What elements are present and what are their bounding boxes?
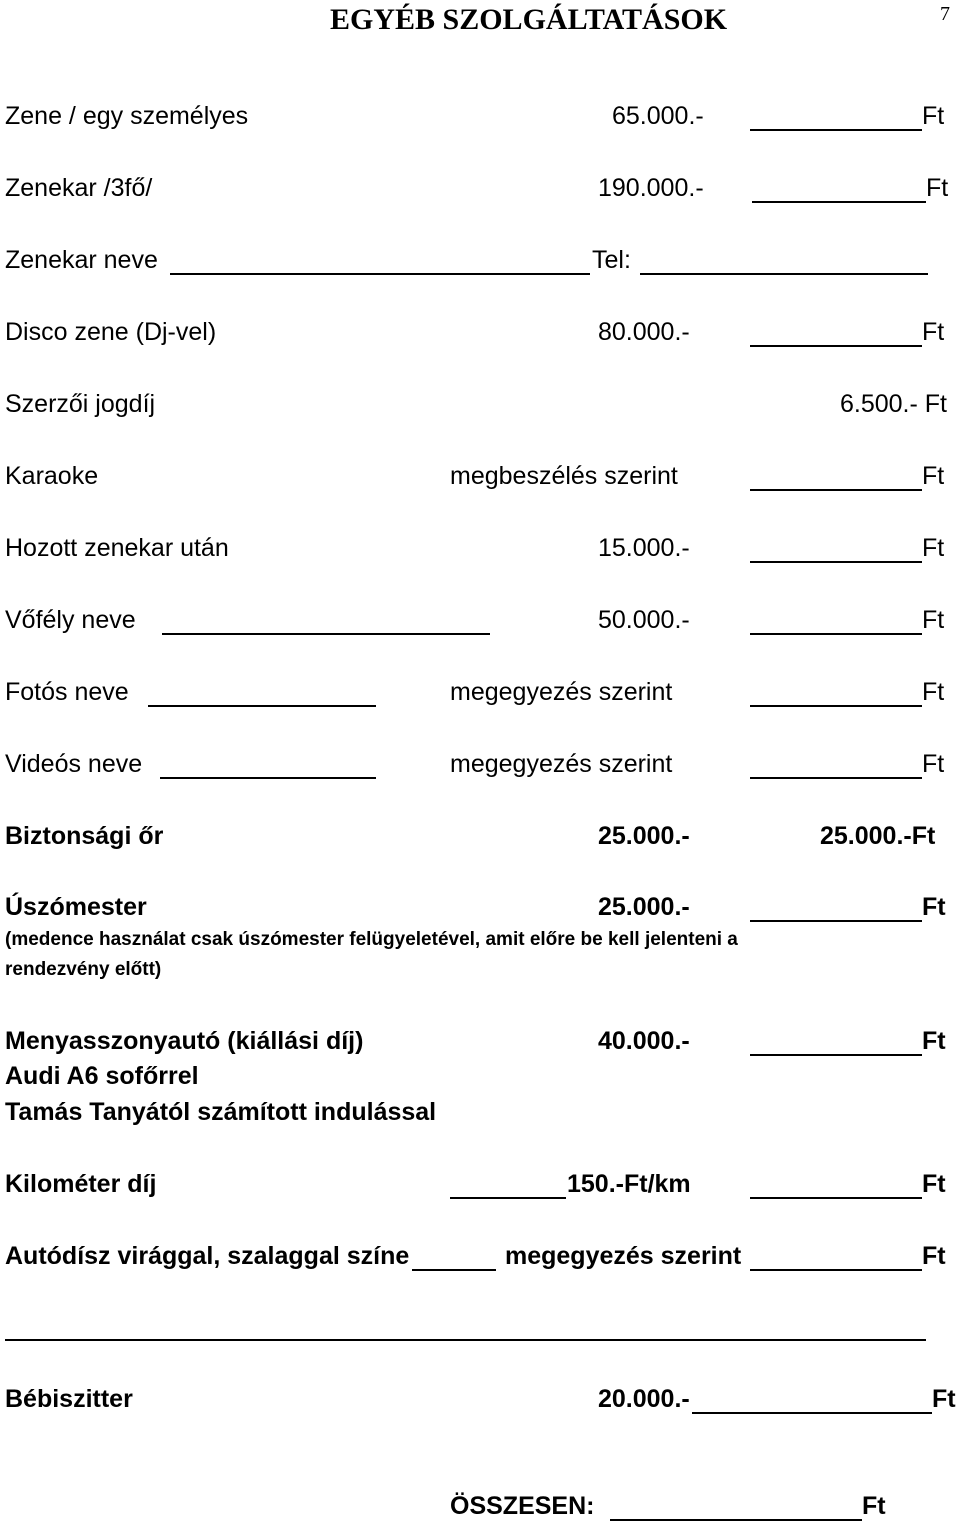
autodisz-label: Autódísz virággal, szalaggal színe [5, 1242, 410, 1270]
zenekar-amount-field[interactable] [752, 201, 926, 203]
hozott-label: Hozott zenekar után [5, 534, 229, 562]
zene-currency: Ft [922, 102, 945, 130]
kilometer-currency: Ft [922, 1170, 946, 1198]
tel-label: Tel: [592, 246, 631, 274]
autodisz-currency: Ft [922, 1242, 946, 1270]
osszesen-amount-field[interactable] [610, 1519, 862, 1521]
extra-line-field[interactable] [5, 1339, 926, 1341]
videos-price: megegyezés szerint [450, 750, 673, 778]
biztonsagi-total: 25.000.-Ft [820, 822, 936, 850]
videos-currency: Ft [922, 750, 945, 778]
biztonsagi-price: 25.000.- [598, 822, 690, 850]
osszesen-label: ÖSSZESEN: [450, 1492, 595, 1520]
vofely-price: 50.000.- [598, 606, 690, 634]
bebiszitter-currency: Ft [932, 1385, 956, 1413]
autodisz-price: megegyezés szerint [505, 1242, 742, 1270]
uszomester-note-line1: (medence használat csak úszómester felügyeletével, amit előre be kell jelenteni a [5, 929, 738, 950]
vofely-currency: Ft [922, 606, 945, 634]
uszomester-price: 25.000.- [598, 893, 690, 921]
fotos-name-field[interactable] [148, 705, 376, 707]
karaoke-amount-field[interactable] [750, 489, 922, 491]
karaoke-label: Karaoke [5, 462, 99, 490]
autodisz-amount-field[interactable] [750, 1269, 922, 1271]
menyasszony-price: 40.000.- [598, 1027, 690, 1055]
bebiszitter-price: 20.000.- [598, 1385, 690, 1413]
kilometer-price: 150.-Ft/km [567, 1170, 691, 1198]
biztonsagi-label: Biztonsági őr [5, 822, 164, 850]
page-number: 7 [940, 3, 950, 25]
vofely-amount-field[interactable] [750, 633, 922, 635]
page-title: EGYÉB SZOLGÁLTATÁSOK [330, 3, 728, 36]
tel-field[interactable] [640, 273, 928, 275]
kilometer-label: Kilométer díj [5, 1170, 157, 1198]
vofely-label: Vőfély neve [5, 606, 136, 634]
fotos-currency: Ft [922, 678, 945, 706]
fotos-label: Fotós neve [5, 678, 129, 706]
disco-currency: Ft [922, 318, 945, 346]
disco-amount-field[interactable] [750, 345, 922, 347]
hozott-price: 15.000.- [598, 534, 690, 562]
uszomester-label: Úszómester [5, 893, 147, 921]
bebiszitter-amount-field[interactable] [692, 1412, 932, 1414]
zenekar-currency: Ft [926, 174, 949, 202]
fotos-price: megegyezés szerint [450, 678, 673, 706]
zenekar-price: 190.000.- [598, 174, 704, 202]
vofely-name-field[interactable] [162, 633, 490, 635]
osszesen-currency: Ft [862, 1492, 886, 1520]
zene-label: Zene / egy személyes [5, 102, 249, 130]
szerzoi-label: Szerzői jogdíj [5, 390, 156, 418]
karaoke-currency: Ft [922, 462, 945, 490]
videos-name-field[interactable] [160, 777, 376, 779]
uszomester-currency: Ft [922, 893, 946, 921]
fotos-amount-field[interactable] [750, 705, 922, 707]
kilometer-amount-field[interactable] [750, 1197, 922, 1199]
bebiszitter-label: Bébiszitter [5, 1385, 133, 1413]
disco-label: Disco zene (Dj-vel) [5, 318, 217, 346]
videos-label: Videós neve [5, 750, 143, 778]
autodisz-color-field[interactable] [412, 1269, 496, 1271]
kilometer-km-field[interactable] [450, 1197, 566, 1199]
menyasszony-line3: Tamás Tanyától számított indulással [5, 1098, 437, 1126]
menyasszony-amount-field[interactable] [750, 1054, 922, 1056]
videos-amount-field[interactable] [750, 777, 922, 779]
menyasszony-currency: Ft [922, 1027, 946, 1055]
zenekar-neve-label: Zenekar neve [5, 246, 158, 274]
szerzoi-price: 6.500.- Ft [840, 390, 947, 418]
disco-price: 80.000.- [598, 318, 690, 346]
menyasszony-label: Menyasszonyautó (kiállási díj) [5, 1027, 364, 1055]
uszomester-note-line2: rendezvény előtt) [5, 959, 162, 980]
zenekar-label: Zenekar /3fő/ [5, 174, 153, 202]
zenekar-neve-field[interactable] [170, 273, 590, 275]
menyasszony-line2: Audi A6 sofőrrel [5, 1062, 199, 1090]
karaoke-price: megbeszélés szerint [450, 462, 678, 490]
hozott-amount-field[interactable] [750, 561, 922, 563]
uszomester-amount-field[interactable] [750, 920, 922, 922]
zene-amount-field[interactable] [750, 129, 922, 131]
zene-price: 65.000.- [612, 102, 704, 130]
hozott-currency: Ft [922, 534, 945, 562]
